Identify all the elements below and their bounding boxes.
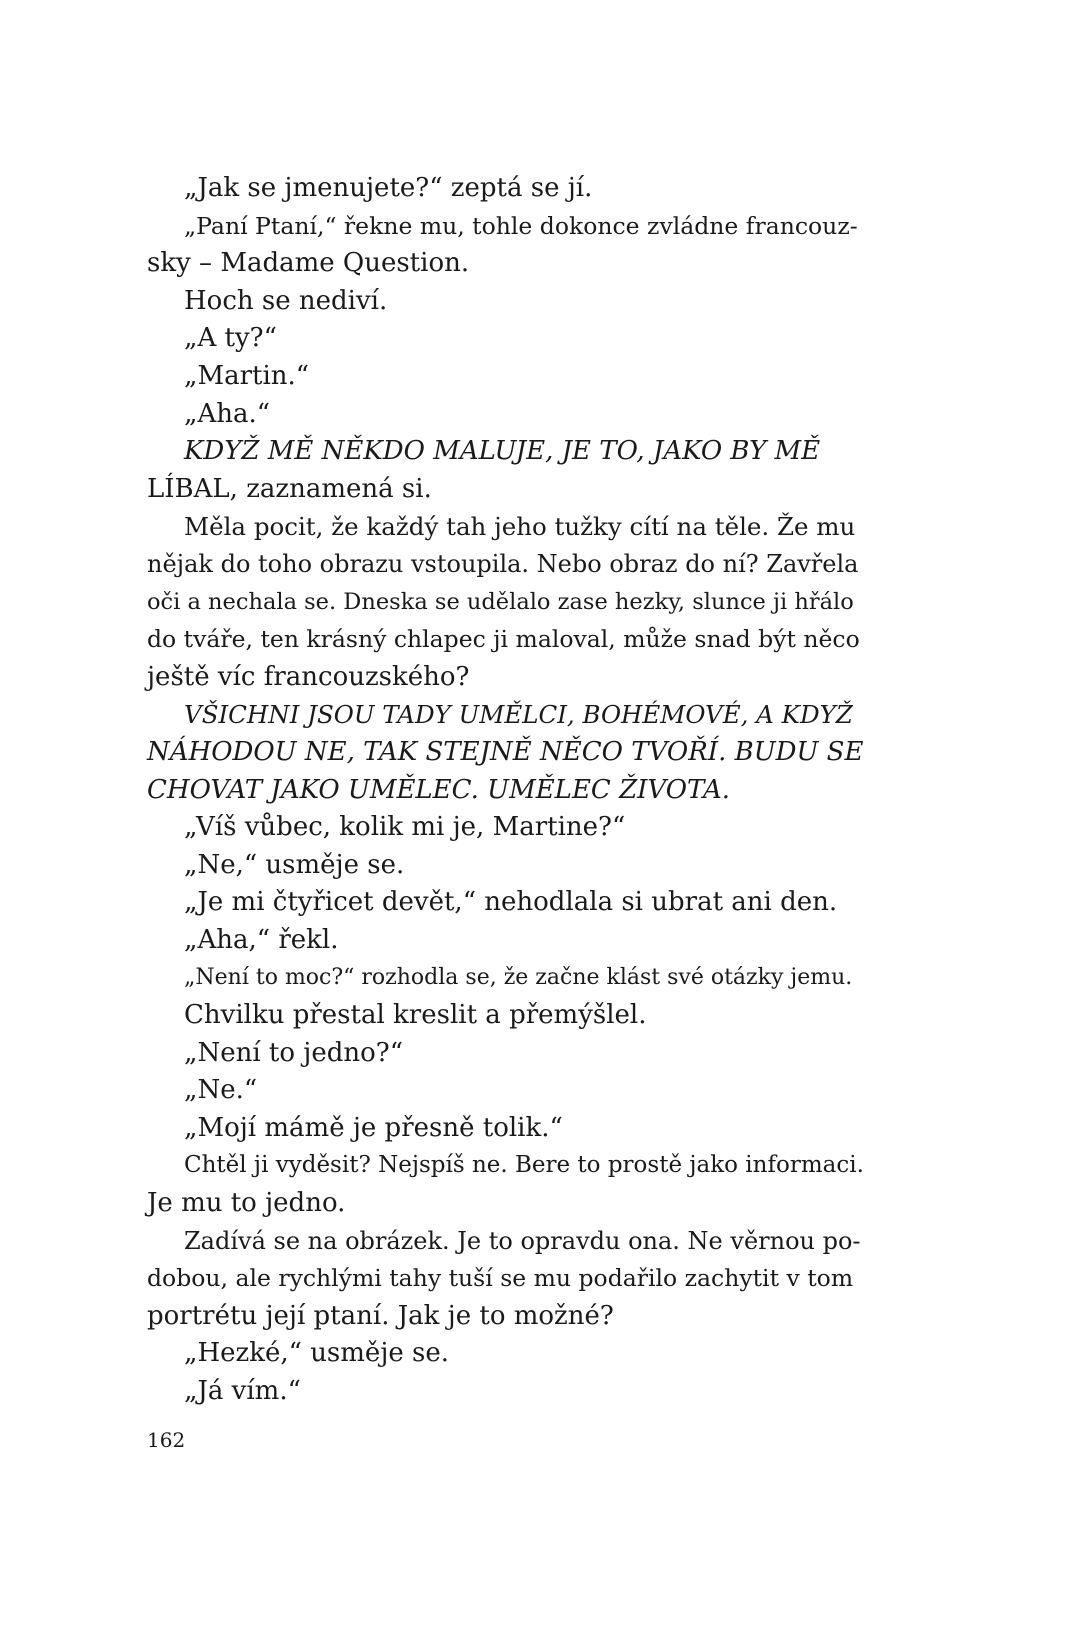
- text-line: oči a nechala se. Dneska se udělalo zase hezky, slunce ji hřálo: [147, 588, 854, 615]
- text-line: NÁHODOU NE, TAK STEJNĚ NĚCO TVOŘÍ. BUDU SE: [147, 736, 864, 767]
- text-line: dobou, ale rychlými tahy tuší se mu podařilo zachytit v tom: [147, 1264, 854, 1293]
- body-text: [147, 170, 865, 1411]
- text-line: LÍBAL, zaznamená si.: [147, 473, 432, 504]
- text-line: Chtěl ji vyděsit? Nejspíš ne. Bere to prostě jako informaci.: [184, 1152, 864, 1179]
- text-line: „Paní Ptaní,“ řekne mu, tohle dokonce zvládne francouz-: [184, 211, 858, 240]
- text-line: „Mojí mámě je přesně tolik.“: [184, 1112, 563, 1143]
- text-line: „Není to moc?“ rozhodla se, že začne klást své otázky jemu.: [184, 965, 853, 991]
- text-line: Chvilku přestal kreslit a přemýšlel.: [184, 1000, 647, 1031]
- text-line: „Jak se jmenujete?“ zeptá se jí.: [184, 173, 593, 203]
- text-line: do tváře, ten krásný chlapec ji maloval, může snad být něco: [147, 625, 860, 654]
- text-line: „Víš vůbec, kolik mi je, Martine?“: [184, 812, 626, 843]
- page-number: 162: [147, 1428, 186, 1452]
- text-line: VŠICHNI JSOU TADY UMĚLCI, BOHÉMOVÉ, A KDYŽ: [184, 700, 853, 730]
- text-line: ještě víc francouzského?: [147, 661, 470, 692]
- text-line: Zadívá se na obrázek. Je to opravdu ona. Ne věrnou po-: [184, 1226, 861, 1255]
- text-line: „Je mi čtyřicet devět,“ nehodlala si ubrat ani den.: [184, 887, 838, 918]
- text-line: Hoch se nediví.: [184, 285, 388, 316]
- text-line: Měla pocit, že každý tah jeho tužky cítí na těle. Že mu: [184, 512, 856, 542]
- text-line: CHOVAT JAKO UMĚLEC. UMĚLEC ŽIVOTA.: [147, 774, 731, 805]
- text-line: „Ne.“: [184, 1075, 258, 1106]
- text-line: KDYŽ MĚ NĚKDO MALUJE, JE TO, JAKO BY MĚ: [184, 436, 821, 467]
- text-line: „Hezké,“ usměje se.: [184, 1338, 450, 1369]
- text-line: nějak do toho obrazu vstoupila. Nebo obraz do ní? Zavřela: [147, 549, 859, 578]
- text-line: „Aha.“: [184, 398, 271, 429]
- text-line: „Ne,“ usměje se.: [184, 849, 405, 880]
- text-line: „Já vím.“: [184, 1376, 301, 1406]
- text-line: „Aha,“ řekl.: [184, 924, 339, 955]
- text-line: „Není to jedno?“: [184, 1037, 404, 1068]
- text-line: portrétu její ptaní. Jak je to možné?: [147, 1300, 614, 1331]
- text-line: sky – Madame Question.: [147, 248, 470, 279]
- text-line: „A ty?“: [184, 323, 277, 354]
- text-line: Je mu to jedno.: [147, 1188, 346, 1219]
- text-line: „Martin.“: [184, 360, 310, 391]
